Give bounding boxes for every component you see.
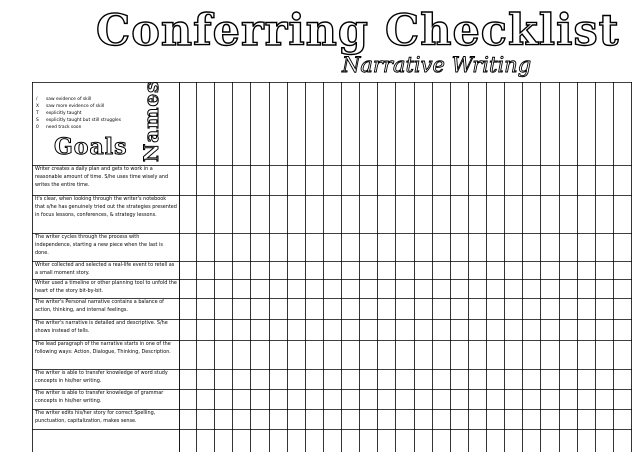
legend-item: X saw more evidence of skill: [36, 104, 105, 109]
goal-cell: The lead paragraph of the narrative starts in one of the following ways: Action, Dialogue, Thinking, Description.: [35, 341, 171, 356]
goal-cell: The writer cycles through the process with independence, starting a new piece when the last is done.: [35, 234, 163, 257]
legend-item: 0 need track soon: [36, 125, 82, 130]
goal-cell: Writer creates a daily plan and gets to work in a reasonable amount of time. S/he uses time wisely and writes the entire time.: [35, 166, 169, 189]
legend-item: T explicitly taught: [36, 111, 82, 116]
goal-cell: [35, 429, 177, 451]
goal-cell: Writer used a timeline or other planning tool to unfold the heart of the story bit-by-bit.: [35, 280, 177, 295]
names-header: Names: [139, 80, 163, 162]
legend: [36, 96, 148, 131]
goals-header: Goals: [54, 134, 128, 160]
goal-cell: The writer's Personal narrative contains a balance of action, thinking, and internal feelings.: [35, 299, 164, 314]
goal-cell: The writer's narrative is detailed and descriptive. S/he shows instead of tells.: [35, 320, 168, 335]
page-subtitle: Narrative Writing: [342, 53, 532, 77]
goal-cell: The writer edits his/her story for correct Spelling, punctuation, capitalization, makes sense.: [35, 410, 156, 425]
goal-cell: The writer is able to transfer knowledge of grammar concepts in his/her writing.: [35, 390, 164, 405]
legend-item: S explicitly taught but still struggles: [36, 118, 122, 123]
checklist-table: [32, 82, 632, 452]
goal-cell: It's clear, when looking through the writer's notebook that s/he has genuinely tried out the strategies presented in focus lessons, conferences, & strategy lessons.: [35, 196, 177, 219]
legend-item: / saw evidence of skill: [36, 97, 92, 102]
goal-cell: The writer is able to transfer knowledge of word study concepts in his/her writing.: [35, 370, 168, 385]
page-title: Conferring Checklist: [96, 6, 620, 56]
goal-cell: Writer collected and selected a real-life event to retell as a small moment story.: [35, 262, 175, 277]
